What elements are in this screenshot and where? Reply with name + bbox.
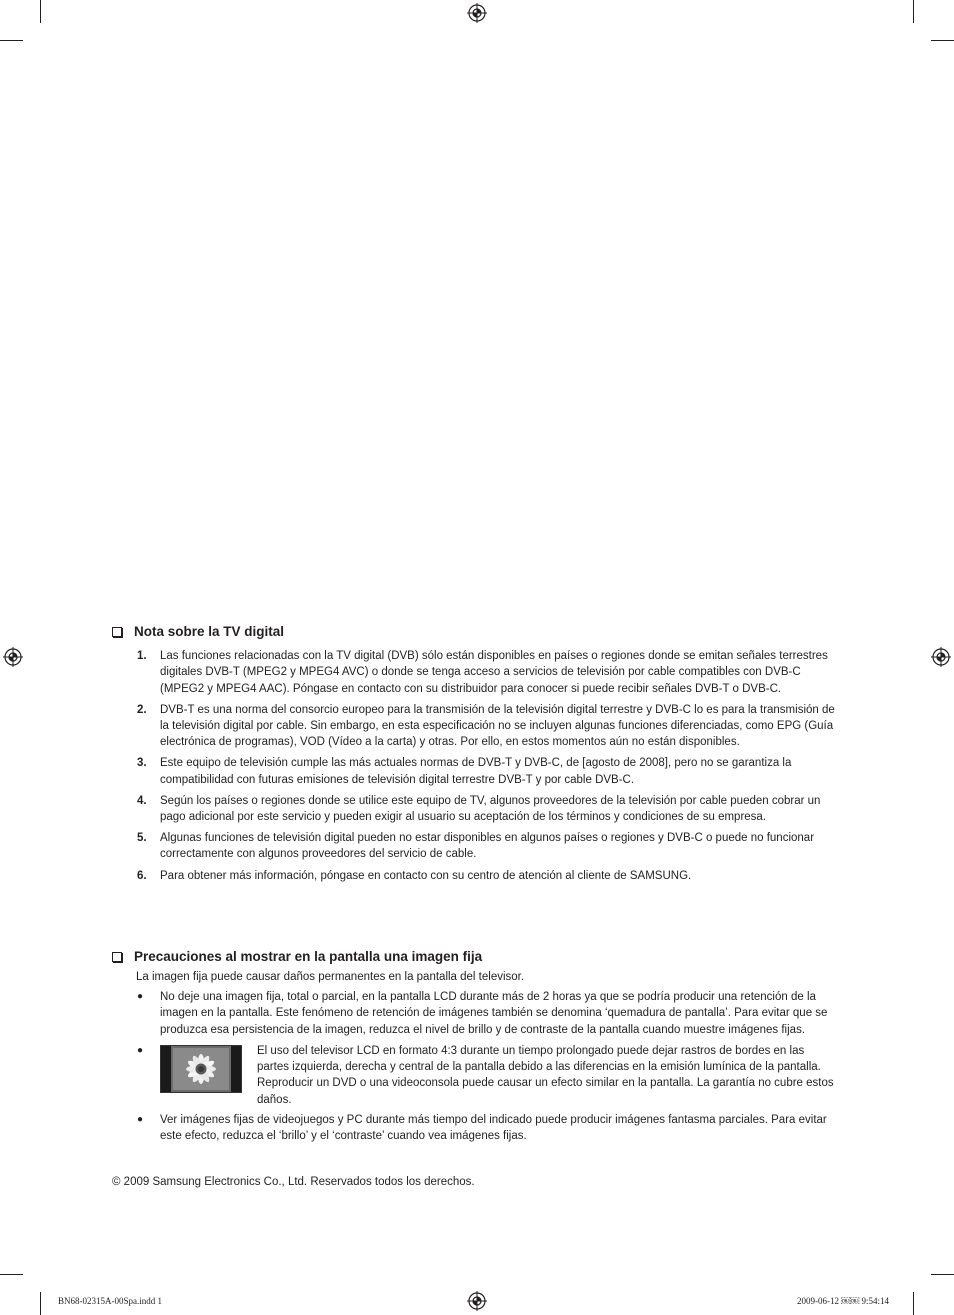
list-item	[137, 1043, 839, 1108]
list-item	[137, 648, 839, 697]
list-item	[137, 868, 839, 884]
list-item	[137, 1112, 839, 1145]
bullet-icon: ●	[137, 1113, 144, 1125]
list-item-text: El uso del televisor LCD en formato 4:3 durante un tiempo prolongado puede dejar rastros de bordes en las partes izquierda, derecha y central de la pantalla debido a las diferencias en la emisión lumínica de la pantalla. Reproducir un DVD o una videoconsola puede causar un efecto similar en la pantalla. La garantía no cubre estos daños.	[257, 1044, 834, 1106]
list-item-text: DVB-T es una norma del consorcio europeo para la transmisión de la televisión digital terrestre y DVB-C lo es para la transmisión de la televisión digital por cable. Sin embargo, en esta especificación no se incluyen algunas funciones diferenciadas, como EPG (Guía electrónica de programas), VOD (Vídeo a la carta) y otras. Por ello, en estos momentos aún no están disponibles.	[160, 703, 835, 749]
section-title-digital-tv	[112, 624, 284, 639]
list-item-text: Las funciones relacionadas con la TV digital (DVB) sólo están disponibles en países o regiones donde se emitan señales terrestres digitales DVB-T (MPEG2 y MPEG4 AVC) o donde se tenga acceso a servicios de televisión por cable compatibles con DVB-C (MPEG2 y MPEG4 AAC). Póngase en contacto con su distribuidor para conocer si puede recibir señales DVB-T o DVB-C.	[160, 650, 828, 695]
list-number: 1.	[137, 650, 147, 662]
list-number: 3.	[137, 757, 147, 770]
bullet-icon: ●	[137, 1044, 144, 1056]
crop-mark	[0, 1274, 23, 1275]
registration-mark-icon	[467, 3, 487, 23]
list-number: 5.	[137, 832, 147, 845]
crop-mark	[40, 1292, 41, 1315]
section-intro: La imagen fija puede causar daños permanentes en la pantalla del televisor.	[136, 971, 525, 983]
tv-screen-image	[160, 1045, 242, 1093]
crop-mark	[40, 0, 41, 23]
crop-mark	[913, 0, 914, 23]
list-item	[137, 830, 839, 863]
crop-mark	[931, 1274, 954, 1275]
flower-photo-icon	[161, 1046, 241, 1092]
section-title-still-image	[112, 949, 482, 964]
registration-mark-icon	[3, 647, 23, 667]
checkbox-bullet-icon	[112, 952, 122, 962]
section-title-text: Precauciones al mostrar en la pantalla una imagen fija	[134, 949, 483, 964]
registration-mark-icon	[931, 647, 951, 667]
list-item	[137, 755, 839, 788]
list-item-text: Para obtener más información, póngase en contacto con su centro de atención al cliente de SAMSUNG.	[160, 869, 692, 882]
slug-file-info: BN68-02315A-00Spa.indd 1	[58, 1296, 162, 1306]
list-item	[137, 989, 839, 1038]
list-item-text: Algunas funciones de televisión digital pueden no estar disponibles en algunos países o regiones y DVB-C o puede no funcionar correctamente con algunos proveedores del servicio de cable.	[160, 832, 815, 861]
list-number: 2.	[137, 703, 147, 716]
crop-mark	[913, 1292, 914, 1315]
list-item-text: Según los países o regiones donde se utilice este equipo de TV, algunos proveedores de la televisión por cable pueden cobrar un pago adicional por este servicio y pueden exigir al usuario su aceptación de los términos y condiciones de su empresa.	[160, 794, 821, 824]
bullet-icon: ●	[137, 991, 144, 1002]
list-number: 4.	[137, 794, 147, 807]
list-item-text: Ver imágenes fijas de videojuegos y PC durante más tiempo del indicado puede producir imágenes fantasma parciales. Para evitar este efecto, reduzca el ‘brillo’ y el ‘contraste’ cuando vea imágenes fijas.	[160, 1113, 827, 1143]
checkbox-bullet-icon	[112, 627, 122, 637]
list-number: 6.	[137, 869, 147, 882]
list-item	[137, 793, 839, 826]
list-item	[137, 702, 839, 751]
list-item-text: Este equipo de televisión cumple las más actuales normas de DVB-T y DVB-C, de [agosto de 2008], pero no se garantiza la compatibilidad con futuras emisiones de televisión digital terrestre DVB-T y por cable DVB-C.	[160, 757, 792, 786]
digital-tv-notes-list	[137, 648, 839, 889]
copyright-notice: © 2009 Samsung Electronics Co., Ltd. Reservados todos los derechos.	[112, 1176, 475, 1188]
still-image-bullets	[137, 989, 839, 1149]
list-item-text: No deje una imagen fija, total o parcial, en la pantalla LCD durante más de 2 horas ya que se podría producir una retención de la imagen en la pantalla. Este fenómeno de retención de imágenes también se denomina ‘quemadura de pantalla’. Para evitar que se produzca esa persistencia de la imagen, reduzca el nivel de brillo y de contraste de la pantalla cuando muestre imágenes fijas.	[160, 991, 828, 1036]
slug-timestamp: 2009-06-12 ￼￼ 9:54:14	[797, 1296, 889, 1306]
registration-mark-icon	[467, 1291, 487, 1311]
section-title-text: Nota sobre la TV digital	[134, 624, 285, 639]
crop-mark	[0, 40, 23, 41]
crop-mark	[931, 40, 954, 41]
